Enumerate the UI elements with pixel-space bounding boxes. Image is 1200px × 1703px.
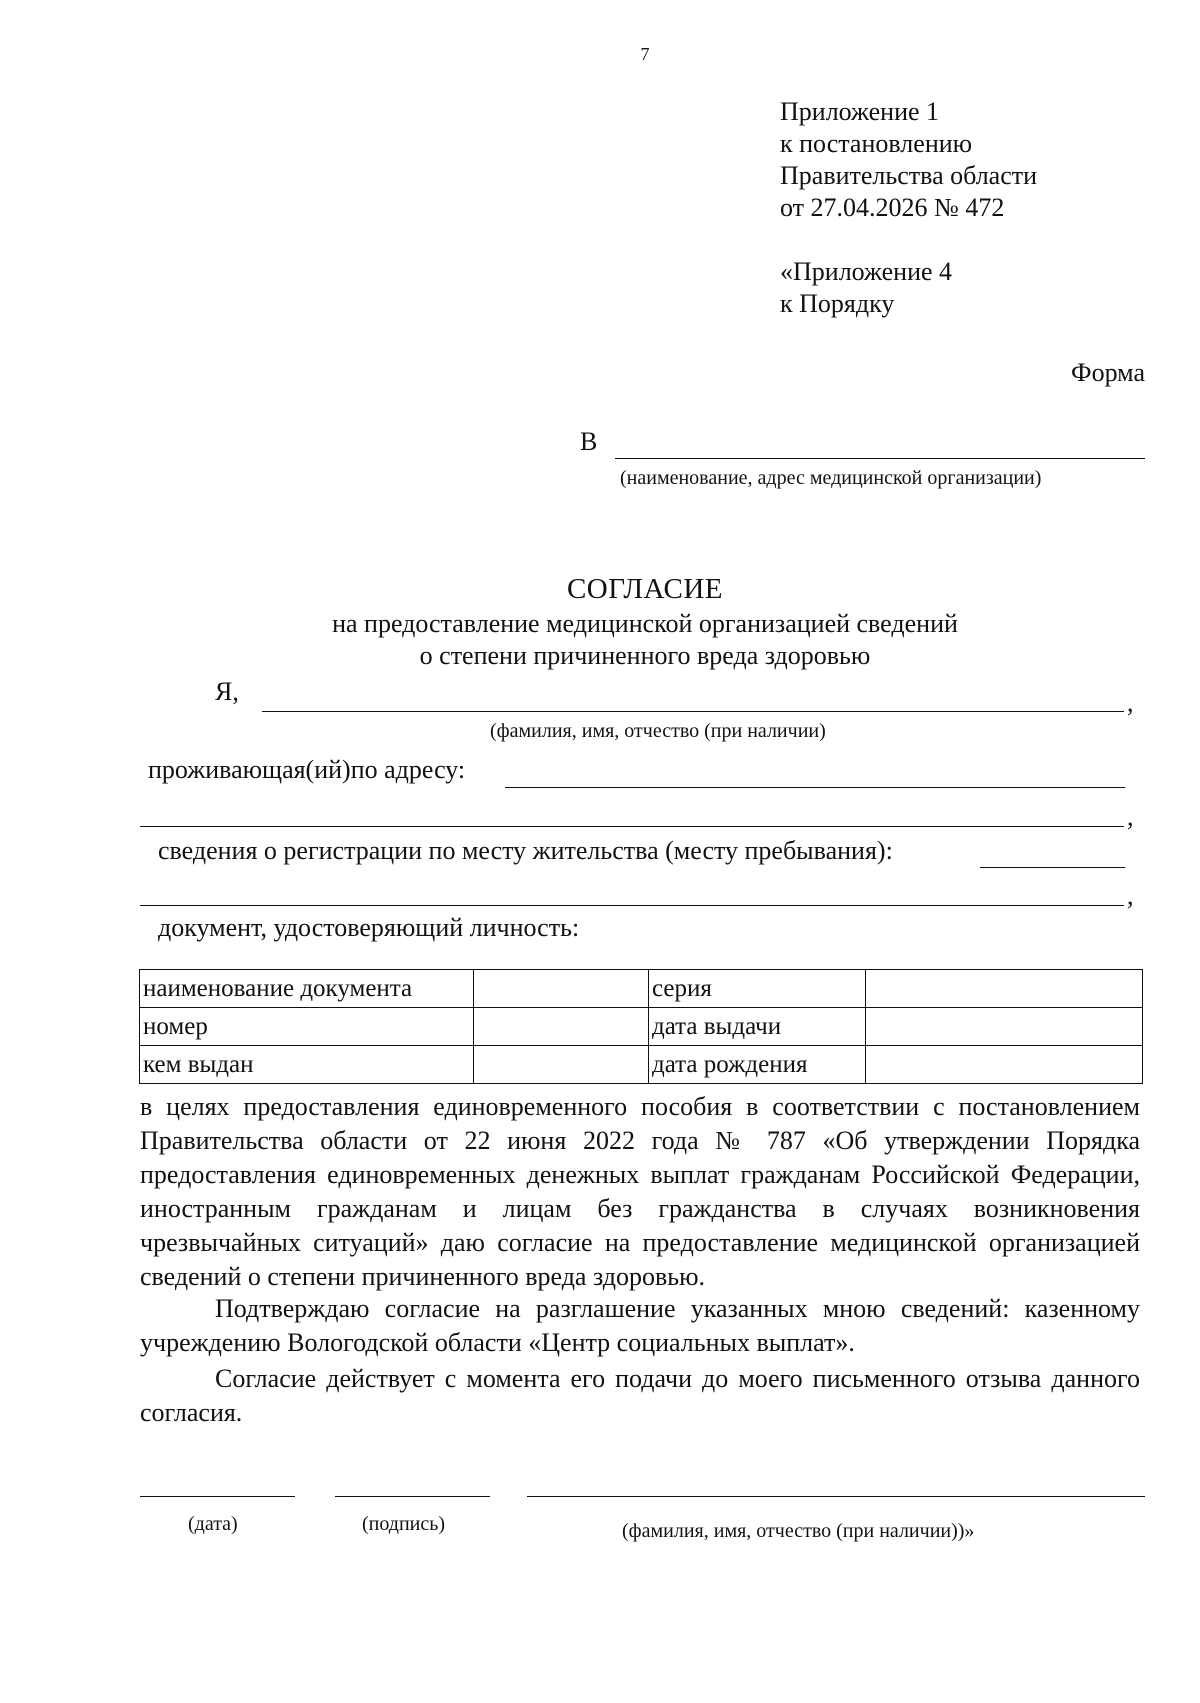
recipient-caption: (наименование, адрес медицинской организации)	[620, 467, 1042, 489]
table-cell-label: кем выдан	[140, 1046, 474, 1084]
document-title: СОГЛАСИЕ	[566, 573, 724, 605]
full-name-field[interactable]	[527, 1496, 1145, 1497]
applicant-comma: ,	[1127, 688, 1134, 717]
registration-label: сведения о регистрации по месту жительства (месту пребывания):	[158, 836, 893, 865]
annex-line: от 27.04.2026 № 472	[780, 193, 1005, 222]
address-field-continued[interactable]	[140, 826, 1124, 827]
annex-line: к постановлению	[780, 129, 973, 158]
table-cell-value[interactable]	[866, 1008, 1143, 1046]
applicant-prefix: Я,	[215, 677, 239, 706]
annex-to-order	[780, 256, 952, 320]
table-cell-label: номер	[140, 1008, 474, 1046]
annex-line: Правительства области	[780, 161, 1038, 190]
recipient-prefix: В	[580, 427, 598, 456]
annex-line: Приложение 1	[780, 97, 940, 126]
registration-comma: ,	[1127, 881, 1134, 910]
annex-line: «Приложение 4	[780, 257, 953, 286]
registration-field-continued[interactable]	[140, 905, 1124, 906]
identity-document-table	[139, 969, 1143, 1084]
signature-caption: (подпись)	[362, 1513, 446, 1535]
consent-paragraph: Согласие действует с момента его подачи до моего письменного отзыва данного согласия.	[140, 1364, 1140, 1427]
table-cell-label: дата выдачи	[649, 1008, 866, 1046]
table-row	[140, 970, 1143, 1008]
address-label: проживающая(ий)по адресу:	[148, 755, 466, 784]
address-field[interactable]	[505, 787, 1125, 788]
table-row	[140, 1008, 1143, 1046]
applicant-name-field[interactable]	[262, 711, 1124, 712]
consent-paragraph: Подтверждаю согласие на разглашение указанных мною сведений: казенному учреждению Вологодской области «Центр социальных выплат».	[140, 1294, 1140, 1357]
applicant-caption: (фамилия, имя, отчество (при наличии)	[490, 720, 826, 742]
consent-paragraph: в целях предоставления единовременного пособия в соответствии с постановлением Правительства области от 22 июня 2022 года № 787 «Об утверждении Порядка предоставления единовременных денежных выплат гражданам Российской Федерации, иностранным гражданам и лицам без гражданства в случаях возникновения чрезвычайных ситуаций» даю согласие на предоставление медицинской организацией сведений о степени причиненного вреда здоровью.	[140, 1092, 1140, 1291]
annex-header	[780, 96, 1037, 224]
recipient-field[interactable]	[615, 458, 1145, 459]
table-cell-value[interactable]	[474, 1008, 649, 1046]
table-cell-label: дата рождения	[649, 1046, 866, 1084]
table-cell-value[interactable]	[474, 1046, 649, 1084]
document-label: документ, удостоверяющий личность:	[158, 913, 580, 942]
form-label: Форма	[1071, 358, 1145, 387]
signature-field[interactable]	[335, 1496, 490, 1497]
table-cell-label: серия	[649, 970, 866, 1008]
full-name-caption: (фамилия, имя, отчество (при наличии))»	[622, 1520, 975, 1542]
address-comma: ,	[1127, 802, 1134, 831]
table-row	[140, 1046, 1143, 1084]
annex-line: к Порядку	[780, 289, 895, 318]
date-field[interactable]	[140, 1496, 295, 1497]
date-caption: (дата)	[188, 1513, 238, 1535]
page-number: 7	[640, 44, 650, 64]
subtitle-line: на предоставление медицинской организацией сведений	[332, 609, 958, 638]
registration-field[interactable]	[980, 867, 1125, 868]
table-cell-label: наименование документа	[140, 970, 474, 1008]
table-cell-value[interactable]	[866, 970, 1143, 1008]
table-cell-value[interactable]	[474, 970, 649, 1008]
subtitle-line: о степени причиненного вреда здоровью	[419, 641, 871, 670]
table-cell-value[interactable]	[866, 1046, 1143, 1084]
